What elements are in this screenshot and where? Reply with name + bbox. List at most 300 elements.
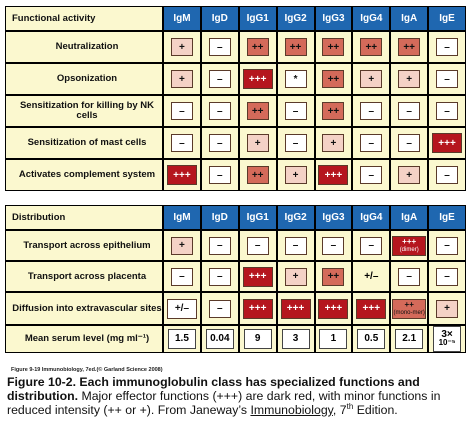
distribution-row — [5, 325, 466, 353]
cell-wrap — [353, 102, 389, 120]
effect-box — [209, 237, 231, 255]
value-cell-iga — [390, 325, 428, 353]
value-cell-iga — [390, 127, 428, 159]
cell-value: – — [406, 271, 412, 282]
value-cell-igg1 — [239, 230, 277, 261]
cell-subvalue: 10⁻⁵ — [438, 338, 456, 347]
column-header-igm: IgM — [163, 205, 201, 230]
cell-wrap — [353, 237, 389, 255]
cell-value: – — [217, 41, 223, 53]
cell-wrap — [391, 166, 427, 184]
cell-wrap — [316, 165, 352, 185]
column-header-igg2: IgG2 — [277, 205, 315, 230]
value-cell-igd — [201, 159, 239, 191]
effect-box — [392, 299, 426, 319]
value-cell-iga — [390, 292, 428, 325]
cell-wrap — [164, 299, 200, 319]
cell-wrap — [316, 299, 352, 319]
effect-box — [356, 299, 386, 319]
column-header-ige: IgE — [428, 6, 466, 31]
cell-value: – — [292, 137, 299, 149]
effect-box — [171, 237, 193, 255]
cell-value: 1 — [330, 333, 337, 344]
effect-box — [360, 38, 382, 56]
cell-value: – — [444, 240, 450, 251]
cell-wrap — [240, 134, 276, 152]
cell-value: ++ — [365, 41, 378, 53]
cell-value: + — [179, 240, 185, 251]
cell-value: ++ — [327, 73, 340, 85]
value-cell-igg1 — [239, 31, 277, 63]
cell-wrap — [278, 299, 314, 319]
column-header-igg4: IgG4 — [352, 205, 390, 230]
value-cell-igg2 — [277, 63, 315, 95]
column-header-igg1: IgG1 — [239, 6, 277, 31]
cell-value: + — [406, 169, 413, 181]
cell-subvalue: (mono-mer) — [393, 309, 425, 316]
value-cell-igd — [201, 127, 239, 159]
column-header-igd: IgD — [201, 205, 239, 230]
cell-value: + — [330, 137, 337, 149]
cell-wrap — [202, 166, 238, 184]
cell-wrap — [278, 134, 314, 152]
distribution-row-label: Transport across epithelium — [5, 230, 163, 261]
cell-wrap — [278, 102, 314, 120]
value-cell-igg1 — [239, 261, 277, 292]
value-cell-igg4 — [352, 230, 390, 261]
column-header-ige: IgE — [428, 205, 466, 230]
cell-wrap — [353, 70, 389, 88]
cell-wrap — [316, 38, 352, 56]
value-cell-igg4 — [352, 261, 390, 292]
caption-edition-suffix: Edition. — [353, 403, 398, 417]
cell-wrap — [429, 237, 465, 255]
effect-box — [436, 38, 458, 56]
cell-value: – — [217, 169, 223, 181]
cell-value: – — [217, 73, 223, 85]
effect-box — [209, 268, 231, 286]
column-header-iga: IgA — [390, 205, 428, 230]
cell-wrap — [164, 134, 200, 152]
effect-box — [432, 133, 462, 153]
value-cell-igg3 — [315, 95, 353, 127]
value-cell-igg3 — [315, 230, 353, 261]
cell-wrap — [429, 326, 465, 352]
cell-value: ++ — [251, 105, 264, 117]
cell-wrap — [316, 268, 352, 286]
cell-value: +++ — [438, 137, 456, 149]
cell-wrap — [240, 102, 276, 120]
effect-box — [436, 300, 458, 318]
cell-value: – — [292, 105, 299, 117]
cell-wrap — [202, 300, 238, 318]
functional-row — [5, 159, 466, 191]
cell-value: +++ — [324, 169, 343, 181]
value-cell-ige — [428, 325, 466, 353]
functional-row — [5, 127, 466, 159]
cell-wrap — [164, 165, 200, 185]
effect-box — [436, 268, 458, 286]
cell-wrap — [316, 102, 352, 120]
cell-value: ++ — [404, 299, 414, 309]
effect-box — [322, 268, 344, 286]
cell-value: – — [444, 41, 450, 53]
serum-level-box — [206, 329, 234, 349]
effect-box — [243, 69, 273, 89]
cell-value: 1.5 — [174, 333, 189, 344]
cell-wrap — [240, 69, 276, 89]
cell-value: ++ — [251, 41, 264, 53]
cell-wrap — [316, 329, 352, 349]
cell-value: +++ — [286, 303, 305, 314]
value-cell-igg2 — [277, 230, 315, 261]
distribution-table — [5, 205, 466, 353]
value-cell-igg1 — [239, 292, 277, 325]
effect-box — [322, 70, 344, 88]
serum-level-box — [433, 326, 461, 352]
effect-box — [171, 134, 193, 152]
effect-box — [436, 70, 458, 88]
effect-box — [209, 70, 231, 88]
effect-box — [171, 102, 193, 120]
serum-level-box — [168, 329, 196, 349]
effect-box — [247, 102, 269, 120]
value-cell-igg4 — [352, 159, 390, 191]
column-header-igd: IgD — [201, 6, 239, 31]
value-cell-igg2 — [277, 325, 315, 353]
effect-box — [171, 38, 193, 56]
effect-box — [209, 166, 231, 184]
effect-box — [322, 134, 344, 152]
cell-value: ++ — [403, 41, 416, 53]
cell-value: ++ — [327, 105, 340, 117]
value-cell-igg4 — [352, 127, 390, 159]
effect-box — [281, 299, 311, 319]
cell-value: 3× — [441, 329, 453, 340]
caption-text: Major effector functions (+++) are dark red, with minor functions in reduced intensity (++ or +). From Janeway’s — [7, 389, 441, 417]
cell-wrap — [278, 268, 314, 286]
value-cell-igg3 — [315, 63, 353, 95]
effect-box — [318, 299, 348, 319]
value-cell-iga — [390, 159, 428, 191]
cell-value: +++ — [324, 303, 343, 314]
cell-wrap — [429, 102, 465, 120]
cell-value: – — [444, 169, 450, 181]
functional-activity-table — [5, 6, 466, 191]
cell-wrap — [391, 134, 427, 152]
value-cell-igd — [201, 95, 239, 127]
effect-box — [398, 166, 420, 184]
cell-wrap — [353, 134, 389, 152]
effect-box — [322, 237, 344, 255]
cell-wrap — [278, 329, 314, 349]
cell-value: +++ — [248, 73, 267, 85]
functional-row — [5, 95, 466, 127]
serum-level-box — [395, 329, 423, 349]
effect-box — [167, 165, 197, 185]
cell-value: ++ — [327, 271, 340, 282]
serum-level-box — [319, 329, 347, 349]
cell-value: +++ — [362, 303, 381, 314]
cell-wrap — [164, 237, 200, 255]
functional-row-label: Sensitization of mast cells — [5, 127, 163, 159]
serum-level-box — [244, 329, 272, 349]
effect-box — [398, 70, 420, 88]
value-cell-igm — [163, 127, 201, 159]
cell-wrap — [429, 268, 465, 286]
cell-value: – — [217, 271, 223, 282]
cell-wrap — [353, 299, 389, 319]
cell-wrap — [278, 38, 314, 56]
effect-box — [392, 236, 426, 256]
effect-box — [209, 300, 231, 318]
value-cell-igm — [163, 63, 201, 95]
distribution-row-label: Mean serum level (mg ml⁻¹) — [5, 325, 163, 353]
cell-value: – — [368, 137, 375, 149]
cell-value: +/– — [364, 271, 379, 282]
cell-value: – — [368, 105, 375, 117]
value-cell-igm — [163, 31, 201, 63]
cell-value: + — [368, 73, 375, 85]
cell-wrap — [164, 102, 200, 120]
effect-box — [398, 102, 420, 120]
cell-value: – — [217, 137, 223, 149]
functional-header-row — [5, 6, 466, 31]
value-cell-igg2 — [277, 127, 315, 159]
effect-box — [285, 166, 307, 184]
caption-book-title: Immunobiology — [250, 403, 333, 417]
cell-wrap — [353, 166, 389, 184]
column-header-igg3: IgG3 — [315, 6, 353, 31]
cell-value: +++ — [402, 236, 417, 246]
cell-value: – — [406, 137, 412, 149]
effect-box — [285, 134, 307, 152]
effect-box — [285, 268, 307, 286]
value-cell-igm — [163, 95, 201, 127]
cell-wrap — [429, 300, 465, 318]
distribution-row — [5, 230, 466, 261]
cell-subvalue: (dimer) — [399, 246, 419, 253]
cell-wrap — [202, 268, 238, 286]
value-cell-igg1 — [239, 127, 277, 159]
value-cell-ige — [428, 159, 466, 191]
value-cell-igd — [201, 31, 239, 63]
value-cell-igg2 — [277, 95, 315, 127]
value-cell-ige — [428, 292, 466, 325]
distribution-row-label: Diffusion into extravascular sites — [5, 292, 163, 325]
distribution-header-label: Distribution — [5, 205, 163, 230]
cell-wrap — [391, 268, 427, 286]
cell-wrap — [429, 166, 465, 184]
effect-box — [167, 299, 197, 319]
figure-credit: Figure 9-19 Immunobiology, 7ed.(© Garland Science 2008) — [11, 367, 163, 373]
effect-box — [398, 268, 420, 286]
cell-wrap — [164, 38, 200, 56]
cell-wrap — [391, 299, 427, 319]
value-cell-igd — [201, 325, 239, 353]
value-cell-igg2 — [277, 159, 315, 191]
value-cell-igg4 — [352, 292, 390, 325]
cell-wrap — [202, 237, 238, 255]
cell-value: ++ — [251, 169, 264, 181]
cell-wrap — [202, 38, 238, 56]
functional-row — [5, 63, 466, 95]
distribution-row-label: Transport across placenta — [5, 261, 163, 292]
cell-wrap — [240, 329, 276, 349]
distribution-row — [5, 261, 466, 292]
value-cell-igm — [163, 230, 201, 261]
cell-wrap — [429, 133, 465, 153]
cell-wrap — [240, 166, 276, 184]
effect-box — [247, 134, 269, 152]
cell-wrap — [391, 102, 427, 120]
effect-box — [209, 38, 231, 56]
cell-wrap — [202, 134, 238, 152]
value-cell-igm — [163, 292, 201, 325]
cell-value: + — [179, 73, 185, 85]
functional-row — [5, 31, 466, 63]
caption-title: Figure 10-2. Each immunoglobulin class has specialized functions and distribution. — [7, 375, 420, 403]
effect-box — [436, 237, 458, 255]
functional-row-label: Sensitization for killing by NK cells — [5, 95, 163, 127]
column-header-igg1: IgG1 — [239, 205, 277, 230]
cell-wrap — [316, 237, 352, 255]
value-cell-igd — [201, 230, 239, 261]
cell-value: 9 — [254, 333, 261, 344]
cell-value: – — [330, 240, 337, 251]
value-cell-igg3 — [315, 325, 353, 353]
column-header-iga: IgA — [390, 6, 428, 31]
cell-value: 0.04 — [210, 333, 230, 344]
cell-wrap — [240, 38, 276, 56]
cell-wrap — [353, 38, 389, 56]
cell-value: – — [217, 303, 223, 314]
cell-value: + — [292, 271, 299, 282]
cell-wrap — [391, 38, 427, 56]
immunoglobulin-figure — [5, 6, 468, 373]
value-cell-igg1 — [239, 325, 277, 353]
value-cell-igm — [163, 325, 201, 353]
cell-wrap — [278, 70, 314, 88]
effect-box — [360, 102, 382, 120]
serum-level-box — [282, 329, 310, 349]
cell-value: – — [444, 105, 450, 117]
value-cell-igg1 — [239, 63, 277, 95]
distribution-header-row — [5, 205, 466, 230]
cell-wrap — [202, 329, 238, 349]
value-cell-ige — [428, 31, 466, 63]
value-cell-iga — [390, 95, 428, 127]
cell-wrap — [240, 237, 276, 255]
cell-value: +++ — [248, 271, 267, 282]
cell-wrap — [240, 299, 276, 319]
cell-value: * — [293, 73, 298, 85]
cell-value: – — [368, 240, 375, 251]
cell-value: 3 — [292, 333, 299, 344]
effect-box — [398, 38, 420, 56]
cell-wrap — [278, 237, 314, 255]
effect-box — [360, 70, 382, 88]
functional-header-label: Functional activity — [5, 6, 163, 31]
cell-value: + — [254, 137, 261, 149]
cell-wrap — [391, 70, 427, 88]
value-cell-igg2 — [277, 292, 315, 325]
cell-wrap — [316, 70, 352, 88]
cell-value: + — [444, 303, 450, 314]
cell-wrap — [353, 271, 389, 282]
effect-box — [360, 134, 382, 152]
cell-value: – — [406, 105, 412, 117]
cell-value: + — [179, 41, 185, 53]
functional-row-label: Activates complement system — [5, 159, 163, 191]
cell-wrap — [429, 38, 465, 56]
value-cell-igg4 — [352, 31, 390, 63]
effect-value — [364, 271, 378, 282]
value-cell-igg3 — [315, 159, 353, 191]
effect-box — [243, 299, 273, 319]
cell-value: – — [179, 137, 185, 149]
cell-value: – — [292, 240, 299, 251]
cell-value: 2.1 — [402, 333, 417, 344]
serum-level-box — [357, 329, 385, 349]
value-cell-igg4 — [352, 95, 390, 127]
column-header-igm: IgM — [163, 6, 201, 31]
value-cell-igg3 — [315, 292, 353, 325]
cell-value: – — [179, 271, 185, 282]
effect-box — [322, 102, 344, 120]
effect-box — [318, 165, 348, 185]
functional-row-label: Opsonization — [5, 63, 163, 95]
cell-wrap — [278, 166, 314, 184]
cell-wrap — [164, 70, 200, 88]
effect-box — [285, 70, 307, 88]
effect-box — [209, 134, 231, 152]
effect-box — [285, 38, 307, 56]
cell-wrap — [353, 329, 389, 349]
value-cell-iga — [390, 63, 428, 95]
cell-value: +/– — [174, 303, 190, 314]
value-cell-ige — [428, 63, 466, 95]
effect-box — [398, 134, 420, 152]
effect-box — [171, 268, 193, 286]
column-header-igg2: IgG2 — [277, 6, 315, 31]
effect-box — [436, 102, 458, 120]
effect-box — [247, 237, 269, 255]
effect-box — [171, 70, 193, 88]
value-cell-igg3 — [315, 127, 353, 159]
value-cell-ige — [428, 261, 466, 292]
value-cell-igg4 — [352, 325, 390, 353]
cell-wrap — [391, 329, 427, 349]
value-cell-igg2 — [277, 261, 315, 292]
cell-value: ++ — [289, 41, 302, 53]
effect-box — [322, 38, 344, 56]
value-cell-igg3 — [315, 31, 353, 63]
value-cell-igg4 — [352, 63, 390, 95]
cell-value: ++ — [327, 41, 340, 53]
value-cell-igg2 — [277, 31, 315, 63]
distribution-row — [5, 292, 466, 325]
cell-wrap — [164, 268, 200, 286]
value-cell-igm — [163, 159, 201, 191]
effect-box — [285, 237, 307, 255]
cell-value: – — [217, 105, 223, 117]
effect-box — [360, 166, 382, 184]
value-cell-iga — [390, 31, 428, 63]
value-cell-iga — [390, 261, 428, 292]
value-cell-igm — [163, 261, 201, 292]
effect-box — [247, 166, 269, 184]
